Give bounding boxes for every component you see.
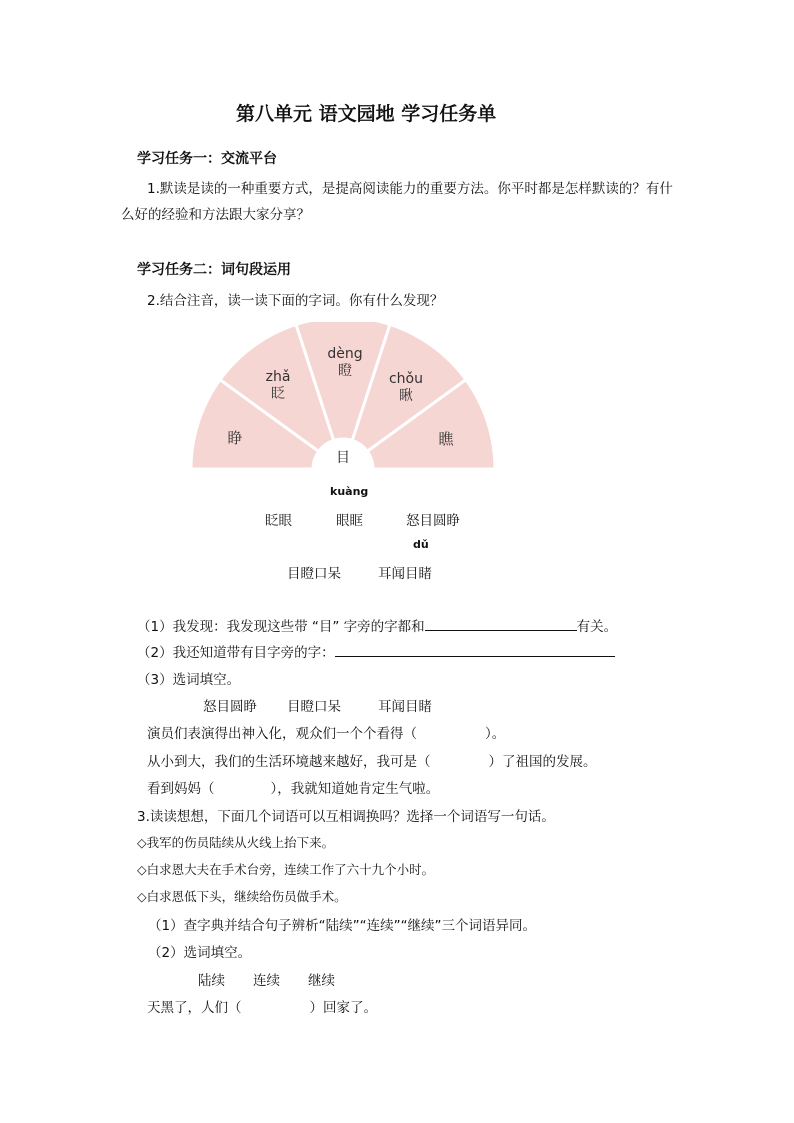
task3-question: 3.读读想想，下面几个词语可以互相调换吗？选择一个词语写一句话。 <box>137 809 555 825</box>
word-numuyuanzheng: 怒目圆睁 <box>406 513 460 529</box>
sentence-3-start: 看到妈妈（ <box>147 781 215 797</box>
task1-question-line1: 1.默读是读的一种重要方式，是提高阅读能力的重要方法。你平时都是怎样默读的？有什 <box>147 181 673 197</box>
task3-fill-sentence <box>147 996 377 1016</box>
fan-seg4-char: 瞅 <box>399 388 413 404</box>
discovery-1-prefix: （1）我发现：我发现这些带 “目” 字旁的字都和 <box>137 619 425 635</box>
task3-fill-start: 天黑了，人们（ <box>147 1000 242 1016</box>
page-title: 第八单元 语文园地 学习任务单 <box>236 103 497 125</box>
word-mudengkoudai: 目瞪口呆 <box>287 566 341 582</box>
pinyin-kuang: kuàng <box>330 485 369 498</box>
choice-erwenmudu: 耳闻目睹 <box>378 699 432 715</box>
pinyin-du: dǔ <box>413 538 429 551</box>
sentence-2 <box>147 750 597 770</box>
discovery-1 <box>137 615 617 635</box>
task1-heading: 学习任务一：交流平台 <box>137 151 277 167</box>
discovery-2-blank[interactable] <box>335 644 615 657</box>
mu-radical-fan-diagram <box>190 322 496 474</box>
discovery-1-suffix: 有关。 <box>576 619 618 635</box>
task3-sub2: （2）选词填空。 <box>148 945 252 961</box>
fan-seg2-char: 眨 <box>271 386 285 402</box>
word-erwenmudu: 耳闻目睹 <box>378 566 432 582</box>
example-sentence-1: ◇我军的伤员陆续从火线上抬下来。 <box>137 835 335 850</box>
task2-heading: 学习任务二：词句段运用 <box>137 262 291 278</box>
fan-seg4-pinyin: chǒu <box>388 371 424 387</box>
word-zhayan: 眨眼 <box>265 513 292 529</box>
discovery-2 <box>137 641 615 661</box>
sentence-1 <box>147 722 505 742</box>
choice-lianxu: 连续 <box>253 973 280 989</box>
choice-jixu: 继续 <box>308 973 335 989</box>
fan-seg3-char: 瞪 <box>338 363 352 379</box>
fan-seg3-pinyin: dèng <box>327 346 363 362</box>
sentence-3 <box>147 777 439 797</box>
choice-mudengkoudai: 目瞪口呆 <box>287 699 341 715</box>
choice-luxu: 陆续 <box>198 973 225 989</box>
fill-in-heading: （3）选词填空。 <box>137 672 241 688</box>
fan-seg5-char: 瞧 <box>438 430 454 448</box>
fan-seg2-pinyin: zhǎ <box>265 369 291 385</box>
discovery-1-blank[interactable] <box>425 618 577 631</box>
sentence-1-end: ）。 <box>485 726 506 742</box>
sentence-1-start: 演员们表演得出神入化，观众们一个个看得（ <box>147 726 417 742</box>
word-yankuang: 眼眶 <box>336 513 363 529</box>
sentence-2-start: 从小到大，我们的生活环境越来越好，我可是（ <box>147 754 431 770</box>
task2-question: 2.结合注音，读一读下面的字词。你有什么发现？ <box>147 293 444 309</box>
fan-seg1-char: 睁 <box>227 429 243 447</box>
choice-numuyuanzheng: 怒目圆睁 <box>203 699 257 715</box>
sentence-3-end: ），我就知道她肯定生气啦。 <box>270 781 440 797</box>
task3-sub1: （1）查字典并结合句子辨析“陆续”“连续”“继续”三个词语异同。 <box>148 918 537 934</box>
sentence-2-end: ）了祖国的发展。 <box>488 754 597 770</box>
fan-center-char: 目 <box>336 450 350 466</box>
task3-fill-end: ）回家了。 <box>309 1000 377 1016</box>
discovery-2-prefix: （2）我还知道带有目字旁的字： <box>137 645 335 661</box>
task1-question-line2: 么好的经验和方法跟大家分享？ <box>121 207 310 223</box>
example-sentence-2: ◇白求恩大夫在手术台旁，连续工作了六十九个小时。 <box>137 862 435 877</box>
example-sentence-3: ◇白求恩低下头，继续给伤员做手术。 <box>137 889 347 904</box>
